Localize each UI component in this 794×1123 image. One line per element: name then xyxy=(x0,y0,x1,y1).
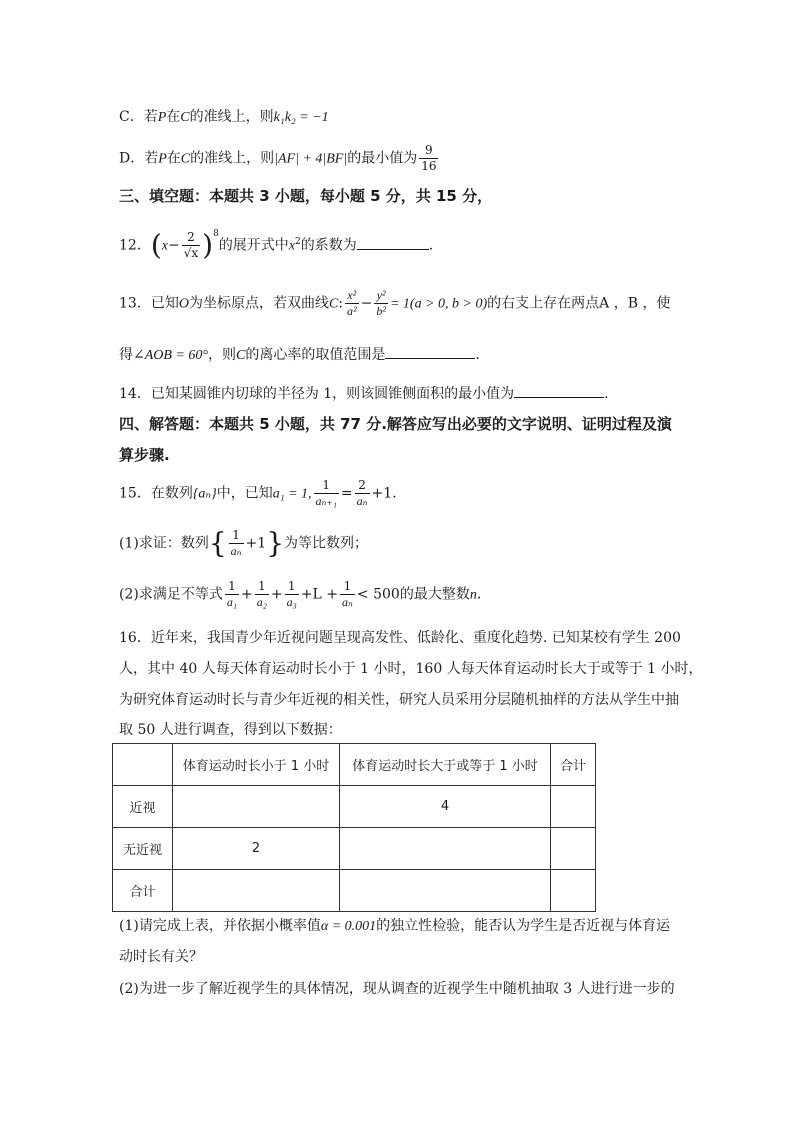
table-cell[interactable] xyxy=(340,828,551,870)
table-cell[interactable] xyxy=(173,786,340,828)
question-14: 14．已知某圆锥内切球的半径为 1，则该圆锥侧面积的最小值为 . xyxy=(119,380,609,408)
section-heading-answer: 四、解答题：本题共 5 小题，共 77 分.解答应写出必要的文字说明、证明过程及演 xyxy=(119,415,672,433)
table-header-row xyxy=(113,744,596,786)
table-row-label: 近视 xyxy=(113,786,173,828)
fraction: $\frac{1}{\text{aₙ}}$ xyxy=(342,579,353,609)
table-cell[interactable]: 4 xyxy=(340,786,551,828)
table-header-cell: 体育运动时长大于或等于 1 小时 xyxy=(340,744,551,786)
question-13-cont: 得∠AOB = 60°，则C的离心率的取值范围是 . xyxy=(119,341,480,370)
table-cell[interactable]: 2 xyxy=(173,828,340,870)
question-16-part-1: (1)请完成上表，并依据小概率值α = 0.001的独立性检验，能否认为学生是否近视与体育运 xyxy=(119,918,671,934)
table-cell[interactable] xyxy=(551,828,596,870)
fraction: $\frac{2}{√x}$ xyxy=(183,230,199,261)
answer-blank[interactable] xyxy=(385,342,475,359)
question-16-line-3: 为研究体育运动时长与青少年近视的相关性，研究人员采用分层随机抽样的方法从学生中抽 xyxy=(119,692,679,708)
table-row-label: 无近视 xyxy=(113,828,173,870)
table-row xyxy=(113,870,596,912)
question-13: 13．已知O为坐标原点，若双曲线C: $\frac{\text{x²}}{\text{a²}}$ − $\frac{\text{y²}}{\text{b²}}$ = 1(a > 0, b > 0)的右支上存在两点A ，B ，使 xyxy=(119,288,671,318)
answer-blank[interactable] xyxy=(514,381,604,398)
fraction: $\frac{1}{\text{a₁}}$ xyxy=(226,579,238,609)
question-16-part-1-cont: 动时长有关？ xyxy=(119,949,203,965)
fraction: $\frac{1}{\text{a₃}}$ xyxy=(286,579,297,609)
table-cell[interactable] xyxy=(340,870,551,912)
fraction: $\frac{\text{y²}}{\text{b²}}$ xyxy=(376,288,386,318)
fraction: $\frac{1}{\text{a₂}}$ xyxy=(256,579,267,609)
question-16-part-2: (2)为进一步了解近视学生的具体情况，现从调查的近视学生中随机抽取 3 人进行进一步的 xyxy=(119,981,675,997)
fraction: $\frac{\text{x²}}{\text{a²}}$ xyxy=(347,288,357,318)
table-header-cell xyxy=(113,744,173,786)
table-row xyxy=(113,828,596,870)
table-cell[interactable] xyxy=(551,870,596,912)
table-cell[interactable] xyxy=(173,870,340,912)
fraction: $\frac{1}{\text{aₙ₊₁}}$ xyxy=(315,478,337,508)
fraction: $\frac{2}{\text{aₙ}}$ xyxy=(356,478,368,508)
question-15-part-2: (2)求满足不等式 $\frac{1}{\text{a₁}}$ + $\frac{1}{\text{a₂}}$ + $\frac{1}{\text{a₃}}$ +L + $\frac{1}{\text{aₙ}}$ < 500的最大整数n. xyxy=(119,579,482,609)
question-12: 12．(x− $\frac{2}{√x}$ )$^8$的展开式中$x^2$的系数为 . xyxy=(119,228,434,262)
survey-table xyxy=(112,743,596,912)
question-16-line-4: 取 50 人进行调查，得到以下数据： xyxy=(119,722,342,738)
fraction: $\frac{9}{16}$ xyxy=(421,143,437,173)
question-16-line-2: 人，其中 40 人每天体育运动时长小于 1 小时，160 人每天体育运动时长大于或等于 1 小时， xyxy=(119,661,703,677)
option-c: C．若P在C的准线上，则k₁k₂ = −1 xyxy=(119,109,329,125)
option-d: D．若P在C的准线上，则|AF| + 4|BF|的最小值为 $\frac{9}{16}$ xyxy=(119,143,437,173)
fraction: $\frac{1}{\text{aₙ}}$ xyxy=(230,528,242,558)
table-row-label: 合计 xyxy=(113,870,173,912)
table-row xyxy=(113,786,596,828)
question-15: 15．在数列{aₙ}中，已知a₁ = 1, $\frac{1}{\text{aₙ₊₁}}$ = $\frac{2}{\text{aₙ}}$ +1. xyxy=(119,478,397,508)
answer-blank[interactable] xyxy=(357,233,429,250)
section-heading-fill-in: 三、填空题：本题共 3 小题，每小题 5 分，共 15 分， xyxy=(119,187,493,205)
table-header-cell: 合计 xyxy=(551,744,596,786)
table-header-cell: 体育运动时长小于 1 小时 xyxy=(173,744,340,786)
question-16-line-1: 16．近年来，我国青少年近视问题呈现高发性、低龄化、重度化趋势. 已知某校有学生 200 xyxy=(119,630,681,646)
table-cell[interactable] xyxy=(551,786,596,828)
question-15-part-1: (1)求证：数列{ $\frac{1}{\text{aₙ}}$ +1}为等比数列； xyxy=(119,526,369,560)
section-heading-answer-cont: 算步骤. xyxy=(119,446,170,464)
